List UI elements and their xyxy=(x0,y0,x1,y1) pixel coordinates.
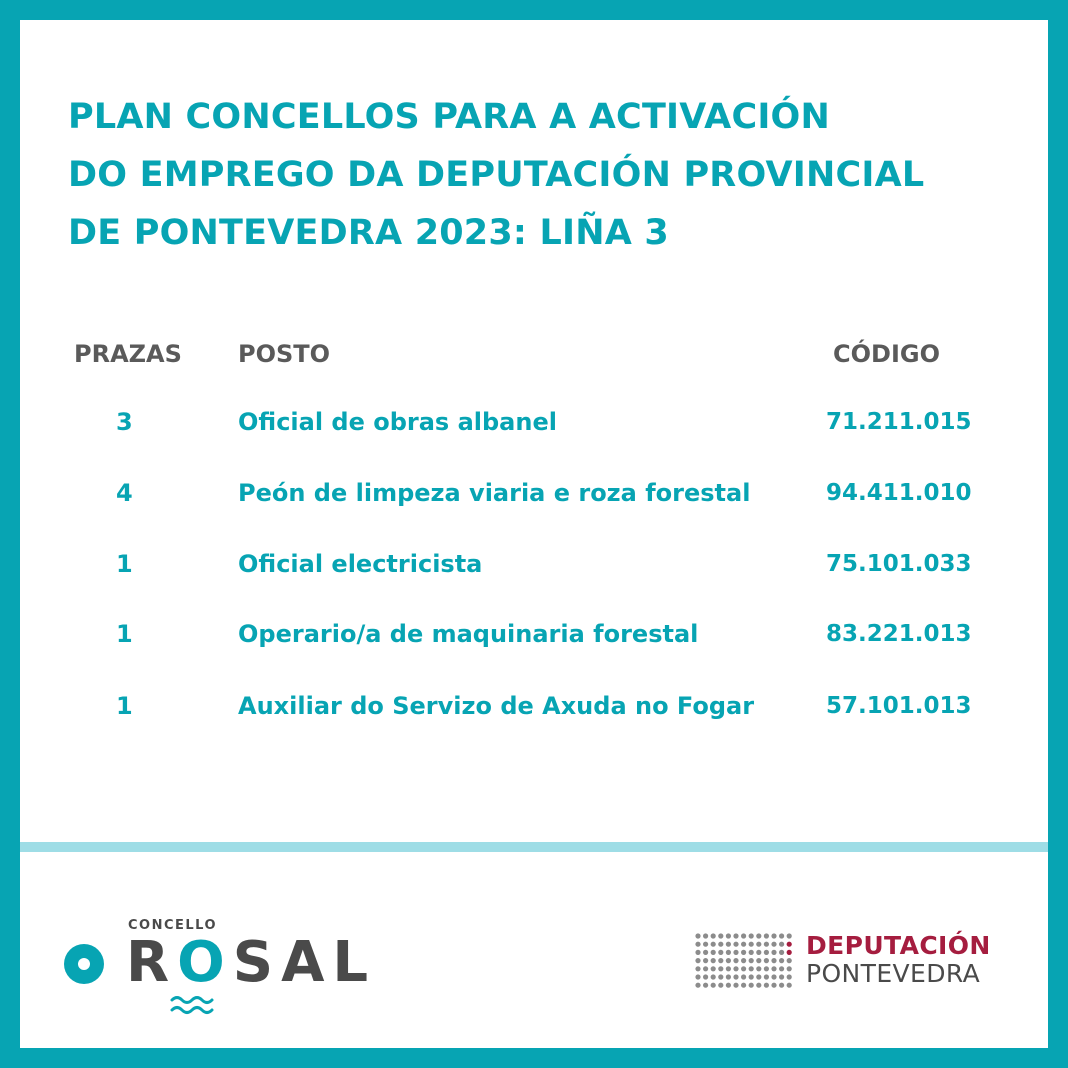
logo-dot xyxy=(741,983,746,988)
logo-dot xyxy=(733,933,738,938)
codigo-value: 75.101.033 xyxy=(826,551,972,577)
prazas-value: 3 xyxy=(116,408,133,436)
logo-dot xyxy=(756,942,761,947)
logo-dot xyxy=(711,933,716,938)
logo-dot xyxy=(726,966,731,971)
logo-dot xyxy=(749,950,754,955)
logo-dot xyxy=(695,958,700,963)
logo-dot xyxy=(787,966,792,971)
logo-dot xyxy=(787,950,792,955)
concello-rosal-logo xyxy=(64,918,377,1048)
logo-dot xyxy=(779,950,784,955)
logo-dot xyxy=(695,966,700,971)
logo-dot xyxy=(711,942,716,947)
rosal-letter-o: O xyxy=(177,930,233,995)
logo-dot xyxy=(779,983,784,988)
deputacion-line-1: DEPUTACIÓN xyxy=(806,931,991,960)
logo-dot xyxy=(703,950,708,955)
logo-dot xyxy=(695,942,700,947)
logo-dot xyxy=(771,950,776,955)
logo-dot xyxy=(787,933,792,938)
logo-dot xyxy=(703,966,708,971)
posto-value: Operario/a de maquinaria forestal xyxy=(238,620,699,648)
logo-dot xyxy=(741,933,746,938)
posto-value: Oficial electricista xyxy=(238,550,483,578)
logo-dot xyxy=(749,933,754,938)
table-row xyxy=(20,686,1048,726)
logo-dot xyxy=(756,983,761,988)
codigo-value: 71.211.015 xyxy=(826,409,972,435)
codigo-value: 57.101.013 xyxy=(826,693,972,719)
table-row xyxy=(20,544,1048,584)
page-title xyxy=(68,88,1028,262)
logo-dot xyxy=(764,983,769,988)
logo-dot xyxy=(733,966,738,971)
logo-dot xyxy=(771,942,776,947)
logo-dot xyxy=(711,974,716,979)
posto-value: Auxiliar do Servizo de Axuda no Fogar xyxy=(238,692,755,720)
logo-dot xyxy=(741,958,746,963)
logo-dot xyxy=(733,974,738,979)
logo-dot xyxy=(718,933,723,938)
table-row xyxy=(20,473,1048,513)
logo-dot xyxy=(771,958,776,963)
logo-dot xyxy=(703,942,708,947)
rosal-letters-sal: SAL xyxy=(232,930,377,995)
logo-dot xyxy=(718,958,723,963)
logo-dot xyxy=(726,974,731,979)
logo-dot xyxy=(718,950,723,955)
logo-dot xyxy=(764,950,769,955)
logo-dot xyxy=(787,974,792,979)
logo-dot xyxy=(756,950,761,955)
logo-dot xyxy=(703,933,708,938)
header-codigo: CÓDIGO xyxy=(833,340,940,368)
prazas-value: 1 xyxy=(116,620,133,648)
logo-dot xyxy=(749,966,754,971)
logo-dot xyxy=(726,942,731,947)
prazas-value: 1 xyxy=(116,692,133,720)
header-prazas: PRAZAS xyxy=(74,340,182,368)
title-line-2: DO EMPREGO DA DEPUTACIÓN PROVINCIAL xyxy=(68,155,925,195)
prazas-value: 4 xyxy=(116,479,133,507)
rosal-wordmark xyxy=(126,930,376,996)
logo-dot xyxy=(703,983,708,988)
logo-dot xyxy=(749,942,754,947)
logo-dot xyxy=(764,942,769,947)
logo-dot xyxy=(711,966,716,971)
logo-dot xyxy=(703,958,708,963)
logo-dot xyxy=(741,974,746,979)
logo-dot xyxy=(749,974,754,979)
logo-dot xyxy=(764,958,769,963)
waves-icon xyxy=(168,994,218,1018)
logo-dot xyxy=(741,966,746,971)
divider xyxy=(20,842,1048,852)
logo-dot xyxy=(764,966,769,971)
dot-grid-icon xyxy=(694,932,798,990)
logo-dot xyxy=(718,983,723,988)
logo-dot xyxy=(718,942,723,947)
logo-dot xyxy=(779,933,784,938)
header-posto: POSTO xyxy=(238,340,331,368)
logo-dot xyxy=(771,974,776,979)
logo-dot xyxy=(779,974,784,979)
logo-dot xyxy=(741,950,746,955)
logo-dot xyxy=(771,933,776,938)
logo-dot xyxy=(733,950,738,955)
title-line-1: PLAN CONCELLOS PARA A ACTIVACIÓN xyxy=(68,97,830,137)
logo-dot xyxy=(787,983,792,988)
logo-dot xyxy=(779,966,784,971)
logo-dot xyxy=(749,983,754,988)
concello-label: CONCELLO xyxy=(128,918,218,933)
logo-dot xyxy=(756,933,761,938)
deputacion-line-2: PONTEVEDRA xyxy=(806,959,981,988)
table-row xyxy=(20,402,1048,442)
codigo-value: 94.411.010 xyxy=(826,480,972,506)
logo-dot xyxy=(787,958,792,963)
logo-dot xyxy=(741,942,746,947)
logo-dot xyxy=(726,933,731,938)
logo-dot xyxy=(726,958,731,963)
logo-dot xyxy=(726,950,731,955)
prazas-value: 1 xyxy=(116,550,133,578)
rosal-letter-r: R xyxy=(126,930,178,995)
logo-dot xyxy=(764,974,769,979)
logo-dot xyxy=(695,983,700,988)
logo-dot xyxy=(779,958,784,963)
logo-dot xyxy=(756,958,761,963)
deputacion-logo xyxy=(694,932,1014,992)
logo-dot xyxy=(733,942,738,947)
logo-dot xyxy=(771,966,776,971)
logo-dot xyxy=(711,958,716,963)
logo-dot xyxy=(711,950,716,955)
logo-dot xyxy=(771,983,776,988)
logo-dot xyxy=(764,933,769,938)
logo-dot xyxy=(756,966,761,971)
logo-dot xyxy=(695,933,700,938)
logo-dot xyxy=(711,983,716,988)
codigo-value: 83.221.013 xyxy=(826,621,972,647)
posto-value: Oficial de obras albanel xyxy=(238,408,557,436)
logo-dot xyxy=(733,958,738,963)
title-line-3: DE PONTEVEDRA 2023: LIÑA 3 xyxy=(68,213,669,253)
posto-value: Peón de limpeza viaria e roza forestal xyxy=(238,479,751,507)
logo-dot xyxy=(756,974,761,979)
logo-dot xyxy=(733,983,738,988)
table-row xyxy=(20,614,1048,654)
logo-dot xyxy=(703,974,708,979)
logo-dot xyxy=(695,974,700,979)
logo-dot xyxy=(787,942,792,947)
logo-dot xyxy=(726,983,731,988)
logo-dot xyxy=(695,950,700,955)
rosal-circle-icon xyxy=(64,944,104,984)
logo-dot xyxy=(779,942,784,947)
deputacion-wordmark xyxy=(806,932,991,988)
logo-dot xyxy=(718,966,723,971)
logo-dot xyxy=(749,958,754,963)
logo-dot xyxy=(718,974,723,979)
